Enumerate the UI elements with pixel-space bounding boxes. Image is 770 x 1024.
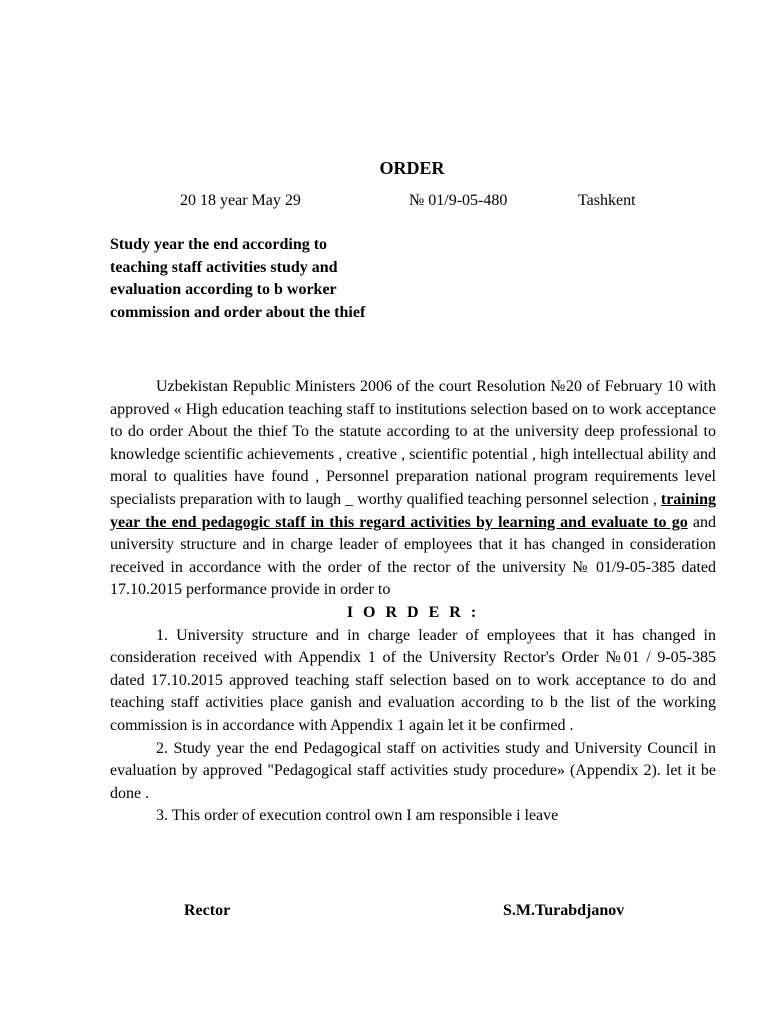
preamble-paragraph — [110, 376, 716, 602]
signatory-name: S.M.Turabdjanov — [503, 902, 625, 919]
order-item: 2. Study year the end Pedagogical staff on activities study and University Council in evaluation by approved "Pedagogical staff activities study procedure» (Appendix 2). let it be done . — [110, 739, 716, 802]
preamble-text-continued: and university structure and in charge leader of employees that it has changed in consideration received in accordance with the order of the rector of the university № 01/9-05-385 dated 17.10.2015 performance provide in order to — [110, 513, 716, 599]
order-city: Tashkent — [578, 192, 636, 209]
order-number: № 01/9-05-480 — [409, 192, 508, 209]
order-heading: I O R D E R : — [346, 603, 480, 621]
document-meta-line — [110, 192, 716, 214]
preamble-emphasis: training year the end pedagogic staff in this regard activities by learning and evaluate to go — [110, 490, 716, 531]
order-subject: Study year the end according to teaching staff activities study and evaluation according to b worker commission and order about the thief — [110, 236, 366, 321]
order-item: 3. This order of execution control own I am responsible i leave — [156, 807, 559, 825]
order-item: 1. University structure and in charge leader of employees that it has changed in consideration received with Appendix 1 of the University Rector's Order №01 / 9-05-385 dated 17.10.2015 approved teaching staff selection based on to work acceptance to do and teaching staff activities place ganish and evaluation according to b the list of the working commission is in accordance with Appendix 1 again let it be confirmed . — [110, 626, 716, 734]
preamble-text: Uzbekistan Republic Ministers 2006 of the court Resolution №20 of February 10 with approved « High education teaching staff to institutions selection based on to work acceptance to do order About the thief To the statute according to at the university deep professional to knowledge scientific achievements , creative , scientific potential , high intellectual ability and moral to qualities have found , Personnel preparation national program requirements level specialists preparation with to laugh _ worthy qualified teaching personnel selection , — [110, 378, 716, 508]
order-date: 20 18 year May 29 — [180, 192, 301, 209]
signatory-title: Rector — [184, 902, 231, 919]
document-body — [110, 376, 716, 828]
document-title: ORDER — [379, 158, 445, 178]
